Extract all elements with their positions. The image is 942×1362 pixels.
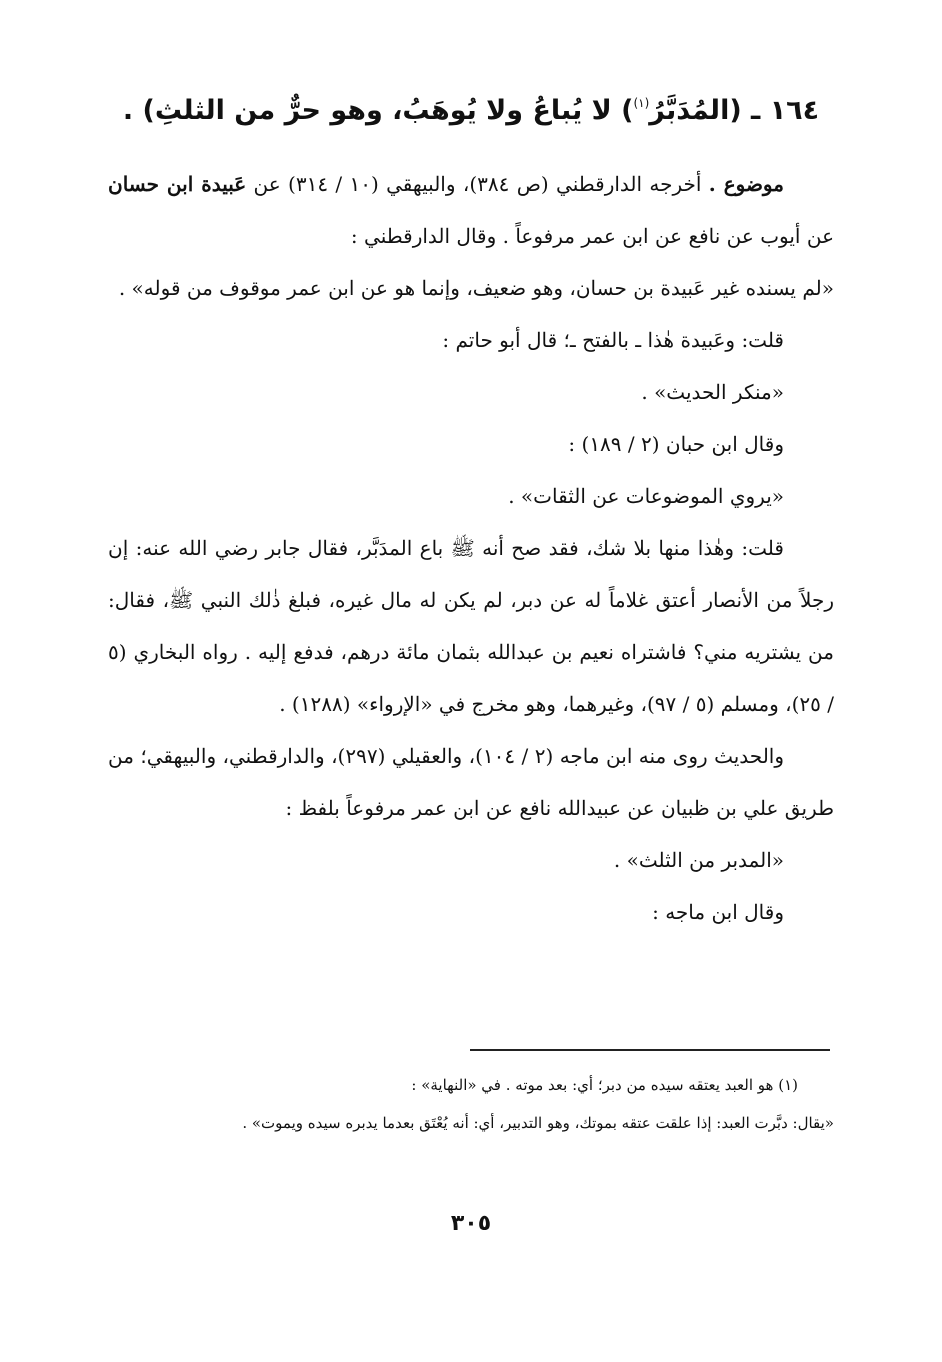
paragraph-ibn-hibban: وقال ابن حبان (٢ / ١٨٩) :: [568, 432, 784, 456]
paragraph-ibn-majah-said: وقال ابن ماجه :: [652, 900, 784, 924]
narrator-name: عَبيدة ابن حسان: [108, 172, 247, 196]
paragraph-jabir: قلت: وهٰذا منها بلا شك، فقد صح أنه ﷺ باع المدَبَّر، فقال جابر رضي الله عنه: إن رجلاً من الأنصار أعتق غلاماً له عن دبر، لم يكن له مال غيره، فبلغ ذٰلك النبي ﷺ، فقال: من يشتريه مني؟ فاشتراه نعيم بن عبدالله بثمان مائة درهم، فدفع إليه . رواه البخاري (٥ / ٢٥)، ومسلم (٥ / ٩٧)، وغيرهما، وهو مخرج في «الإرواء» (١٢٨٨) .: [108, 536, 834, 716]
hadith-heading: [108, 80, 834, 134]
footnote-divider: [470, 1049, 830, 1051]
paragraph-text: أخرجه الدارقطني (ص ٣٨٤)، والبيهقي (١٠ / ٣١٤) عن: [246, 172, 709, 196]
paragraph-abu-hatim: قلت: وعَبيدة هٰذا ـ بالفتح ـ؛ قال أبو حاتم :: [442, 328, 784, 352]
heading-text: ) لا يُباعُ ولا يُوهَبُ، وهو حرٌّ من الثلثِ) .: [122, 95, 634, 126]
paragraph-text: عن أيوب عن نافع عن ابن عمر مرفوعاً . وقال الدارقطني :: [350, 224, 834, 248]
paragraph-ibn-majah-route: والحديث روى منه ابن ماجه (٢ / ١٠٤)، والعقيلي (٢٩٧)، والدارقطني، والبيهقي؛ من طريق علي بن ظبيان عن عبيدالله نافع عن ابن عمر مرفوعاً بلفظ :: [108, 744, 834, 820]
paragraph-takhrij: [108, 158, 834, 262]
footnote-1-quote: «يقال: دبَّرت العبد: إذا علقت عتقه بموتك، وهو التدبير، أي: أنه يُعْتَق بعدما يدبره سيده ويموت» .: [242, 1114, 834, 1132]
footnote-reference[interactable]: (١): [633, 96, 650, 110]
page-content: [108, 80, 834, 938]
quote-mawduat: «يروي الموضوعات عن الثقات» .: [508, 484, 784, 508]
footnote-1: (١) هو العبد يعتقه سيده من دبر؛ أي: بعد موته . في «النهاية» :: [411, 1076, 798, 1094]
heading-number-text: ١٦٤ ـ (المُدَبَّرُ: [649, 95, 820, 126]
footnotes-section: [108, 1066, 834, 1142]
quote-munkar: «منكر الحديث» .: [641, 380, 784, 404]
page-number: ٣٠٥: [450, 1211, 492, 1236]
quote-mudabbar: «المدبر من الثلث» .: [613, 848, 784, 872]
verdict-label: موضوع .: [708, 172, 784, 196]
quote-daraqutni: «لم يسنده غير عَبيدة بن حسان، وهو ضعيف، وإنما هو عن ابن عمر موقوف من قوله» .: [118, 276, 834, 300]
